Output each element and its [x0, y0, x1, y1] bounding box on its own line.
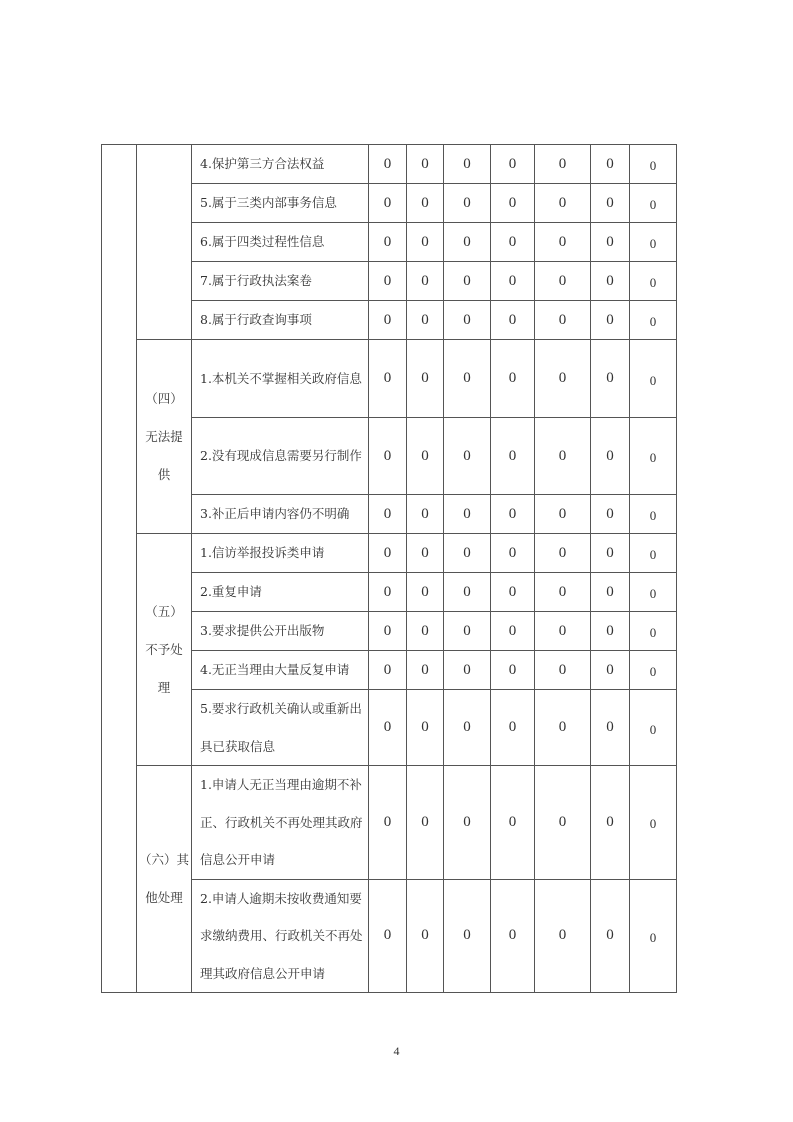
value-cell: 0 [491, 612, 535, 651]
page-number: 4 [393, 1044, 400, 1058]
value-cell: 0 [535, 340, 591, 418]
value-cell: 0 [369, 690, 407, 766]
value-cell: 0 [591, 262, 630, 301]
value-cell: 0 [535, 534, 591, 573]
group-label-line: （四） [145, 390, 183, 406]
value-cell: 0 [407, 612, 444, 651]
value-cell: 0 [369, 301, 407, 340]
table-row [102, 766, 677, 880]
value-cell: 0 [630, 340, 677, 418]
item-label: 3.要求提供公开出版物 [192, 612, 369, 651]
value-cell: 0 [407, 340, 444, 418]
value-cell: 0 [630, 573, 677, 612]
value-cell: 0 [369, 340, 407, 418]
value-cell: 0 [591, 223, 630, 262]
value-cell: 0 [407, 184, 444, 223]
value-cell: 0 [369, 495, 407, 534]
group-label-line: 供 [157, 466, 171, 482]
table-row [102, 340, 677, 418]
value-cell: 0 [535, 612, 591, 651]
item-label: 4.无正当理由大量反复申请 [192, 651, 369, 690]
value-cell: 0 [491, 262, 535, 301]
table-row [102, 534, 677, 573]
value-cell: 0 [491, 184, 535, 223]
value-cell: 0 [369, 418, 407, 495]
value-cell: 0 [444, 340, 491, 418]
value-cell: 0 [535, 573, 591, 612]
value-cell: 0 [591, 340, 630, 418]
table-row [102, 145, 677, 184]
value-cell: 0 [630, 301, 677, 340]
value-cell: 0 [491, 223, 535, 262]
value-cell: 0 [535, 223, 591, 262]
value-cell: 0 [535, 766, 591, 880]
value-cell: 0 [630, 766, 677, 880]
value-cell: 0 [369, 223, 407, 262]
value-cell: 0 [407, 573, 444, 612]
value-cell: 0 [591, 879, 630, 993]
item-label: 5.属于三类内部事务信息 [192, 184, 369, 223]
item-label: 2.申请人逾期未按收费通知要求缴纳费用、行政机关不再处理其政府信息公开申请 [192, 879, 369, 993]
group-label [137, 766, 192, 993]
value-cell: 0 [630, 651, 677, 690]
value-cell: 0 [630, 879, 677, 993]
value-cell: 0 [491, 879, 535, 993]
item-label: 6.属于四类过程性信息 [192, 223, 369, 262]
value-cell: 0 [407, 690, 444, 766]
value-cell: 0 [491, 534, 535, 573]
value-cell: 0 [535, 145, 591, 184]
value-cell: 0 [444, 651, 491, 690]
value-cell: 0 [591, 573, 630, 612]
item-label: 4.保护第三方合法权益 [192, 145, 369, 184]
value-cell: 0 [630, 418, 677, 495]
value-cell: 0 [444, 612, 491, 651]
value-cell: 0 [407, 145, 444, 184]
value-cell: 0 [630, 495, 677, 534]
value-cell: 0 [535, 184, 591, 223]
value-cell: 0 [630, 690, 677, 766]
value-cell: 0 [369, 766, 407, 880]
item-label: 7.属于行政执法案卷 [192, 262, 369, 301]
value-cell: 0 [535, 301, 591, 340]
group-label-line: 理 [157, 679, 171, 695]
value-cell: 0 [407, 879, 444, 993]
value-cell: 0 [630, 184, 677, 223]
value-cell: 0 [535, 495, 591, 534]
value-cell: 0 [444, 262, 491, 301]
value-cell: 0 [535, 651, 591, 690]
value-cell: 0 [491, 573, 535, 612]
value-cell: 0 [369, 262, 407, 301]
group-label-line: 他处理 [145, 890, 183, 905]
value-cell: 0 [444, 534, 491, 573]
group-label [137, 340, 192, 534]
value-cell: 0 [591, 145, 630, 184]
value-cell: 0 [407, 223, 444, 262]
item-label: 1.申请人无正当理由逾期不补正、行政机关不再处理其政府信息公开申请 [192, 766, 369, 880]
value-cell: 0 [630, 223, 677, 262]
value-cell: 0 [491, 340, 535, 418]
value-cell: 0 [535, 418, 591, 495]
value-cell: 0 [591, 534, 630, 573]
value-cell: 0 [491, 766, 535, 880]
category-column [102, 145, 137, 993]
group-label-line: （六）其 [138, 852, 189, 867]
value-cell: 0 [369, 534, 407, 573]
value-cell: 0 [444, 766, 491, 880]
value-cell: 0 [491, 495, 535, 534]
value-cell: 0 [369, 651, 407, 690]
value-cell: 0 [444, 145, 491, 184]
value-cell: 0 [369, 573, 407, 612]
value-cell: 0 [407, 651, 444, 690]
value-cell: 0 [630, 262, 677, 301]
item-label: 3.补正后申请内容仍不明确 [192, 495, 369, 534]
value-cell: 0 [444, 418, 491, 495]
value-cell: 0 [369, 612, 407, 651]
item-label: 2.重复申请 [192, 573, 369, 612]
value-cell: 0 [407, 418, 444, 495]
item-label: 2.没有现成信息需要另行制作 [192, 418, 369, 495]
value-cell: 0 [591, 495, 630, 534]
value-cell: 0 [444, 301, 491, 340]
value-cell: 0 [491, 301, 535, 340]
value-cell: 0 [591, 301, 630, 340]
value-cell: 0 [630, 612, 677, 651]
value-cell: 0 [591, 418, 630, 495]
value-cell: 0 [491, 418, 535, 495]
value-cell: 0 [591, 651, 630, 690]
value-cell: 0 [407, 766, 444, 880]
group-label-line: （五） [145, 603, 183, 619]
value-cell: 0 [591, 766, 630, 880]
value-cell: 0 [407, 262, 444, 301]
group-label [137, 145, 192, 340]
value-cell: 0 [535, 690, 591, 766]
item-label: 1.本机关不掌握相关政府信息 [192, 340, 369, 418]
value-cell: 0 [491, 145, 535, 184]
value-cell: 0 [369, 879, 407, 993]
value-cell: 0 [444, 495, 491, 534]
value-cell: 0 [491, 690, 535, 766]
value-cell: 0 [407, 495, 444, 534]
group-label [137, 534, 192, 766]
disposition-table [101, 144, 677, 993]
item-label: 1.信访举报投诉类申请 [192, 534, 369, 573]
value-cell: 0 [630, 534, 677, 573]
value-cell: 0 [444, 223, 491, 262]
value-cell: 0 [369, 184, 407, 223]
value-cell: 0 [444, 690, 491, 766]
value-cell: 0 [407, 301, 444, 340]
value-cell: 0 [444, 879, 491, 993]
value-cell: 0 [444, 184, 491, 223]
value-cell: 0 [591, 184, 630, 223]
group-label-line: 不予处 [145, 641, 183, 657]
value-cell: 0 [535, 879, 591, 993]
value-cell: 0 [491, 651, 535, 690]
group-label-line: 无法提 [145, 428, 183, 444]
value-cell: 0 [369, 145, 407, 184]
item-label: 8.属于行政查询事项 [192, 301, 369, 340]
value-cell: 0 [535, 262, 591, 301]
value-cell: 0 [591, 612, 630, 651]
item-label: 5.要求行政机关确认或重新出具已获取信息 [192, 690, 369, 766]
value-cell: 0 [407, 534, 444, 573]
value-cell: 0 [444, 573, 491, 612]
value-cell: 0 [630, 145, 677, 184]
value-cell: 0 [591, 690, 630, 766]
